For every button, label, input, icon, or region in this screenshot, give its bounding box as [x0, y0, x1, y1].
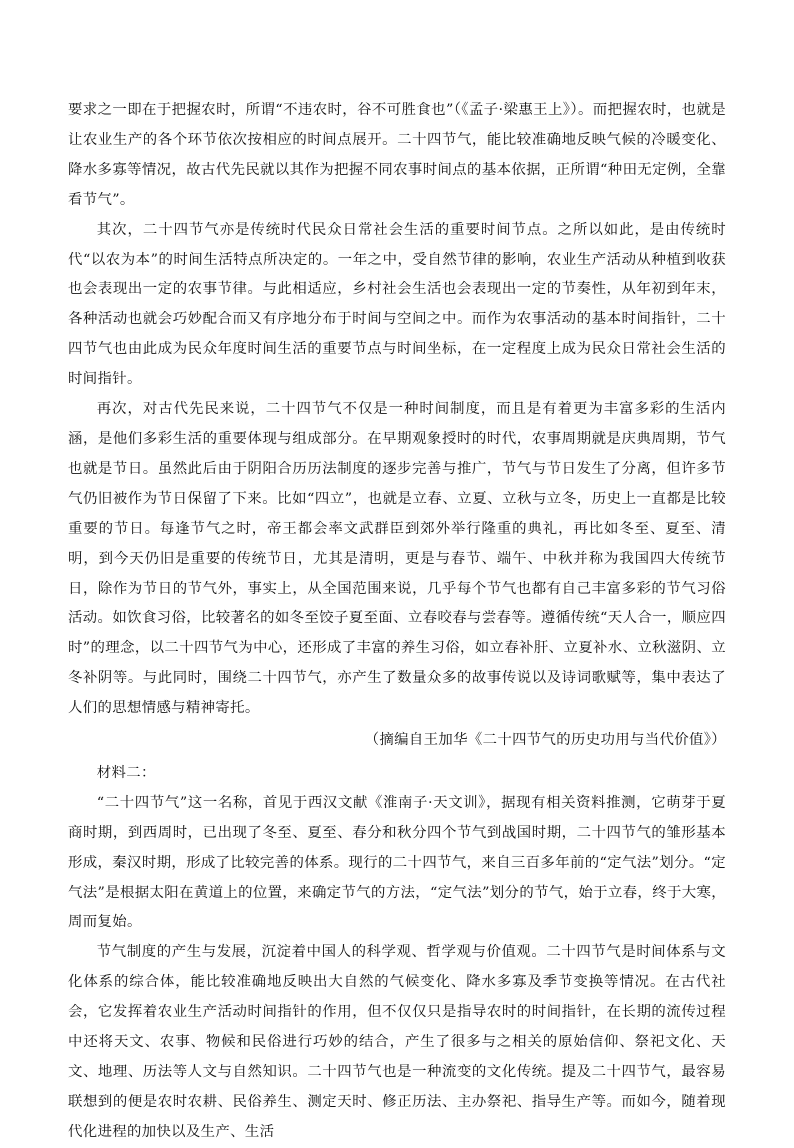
paragraph-1: 要求之一即在于把握农时，所谓“不违农时，谷不可胜食也”（《孟子·梁惠王上》）。而把握农时，也就是让农业生产的各个环节依次按相应的时间点展开。二十四节气，能比较准确地反映气候的冷暖变化、降水多寡等情况，故古代先民就以其作为把握不同农事时间点的基本依据，正所谓“种田无定例，全靠看节气”。	[68, 102, 726, 208]
source-note: （摘编自王加华《二十四节气的历史功用与当代价值》）	[364, 732, 726, 749]
paragraph-3: 再次，对古代先民来说，二十四节气不仅是一种时间制度，而且是有着更为丰富多彩的生活内涵，是他们多彩生活的重要体现与组成部分。在早期观象授时的时代，农事周期就是庆典周期，节气也就是节日。虽然此后由于阴阳合历历法制度的逐步完善与推广，节气与节日发生了分离，但许多节气仍旧被作为节日保留了下来。比如“四立”，也就是立春、立夏、立秋与立冬，历史上一直都是比较重要的节日。每逢节气之时，帝王都会率文武群臣到郊外举行隆重的典礼，再比如冬至、夏至、清明，到今天仍旧是重要的传统节日，尤其是清明，更是与春节、端午、中秋并称为我国四大传统节日，除作为节日的节气外，事实上，从全国范围来说，几乎每个节气也都有自己丰富多彩的节气习俗活动。如饮食习俗，比较著名的如冬至饺子夏至面、立春咬春与尝春等。遵循传统“天人合一，顺应四时”的理念，以二十四节气为中心，还形成了丰富的养生习俗，如立春补肝、立夏补水、立秋滋阴、立冬补阴等。与此同时，围绕二十四节气，亦产生了数量众多的故事传说以及诗词歌赋等，集中表达了人们的思想情感与精神寄托。	[68, 401, 726, 717]
paragraph-5: 节气制度的产生与发展，沉淀着中国人的科学观、哲学观与价值观。二十四节气是时间体系与文化体系的综合体，能比较准确地反映出大自然的气候变化、降水多寡及季节变换等情况。在古代社会，它发挥着农业生产活动时间指针的作用，但不仅仅只是指导农时的时间指针，在长期的流传过程中还将天文、农事、物候和民俗进行巧妙的结合，产生了很多与之相关的原始信仰、祭祀文化、天文、地理、历法等人文与自然知识。二十四节气也是一种流变的文化传统。提及二十四节气，最容易联想到的便是农时农耕、民俗养生、测定天时、修正历法、主办祭祀、指导生产等。而如今，随着现代化进程的加快以及生产、生活	[68, 944, 726, 1140]
paragraph-2: 其次，二十四节气亦是传统时代民众日常社会生活的重要时间节点。之所以如此，是由传统时代“以农为本”的时间生活特点所决定的。一年之中，受自然节律的影响，农业生产活动从种植到收获也会表现出一定的农事节律。与此相适应，乡村社会生活也会表现出一定的节奏性，从年初到年末，各种活动也就会巧妙配合而又有序地分布于时间与空间之中。而作为农事活动的基本时间指针，二十四节气也由此成为民众年度时间生活的重要节点与时间坐标，在一定程度上成为民众日常社会生活的时间指针。	[68, 221, 726, 388]
material-two-label: 材料二：	[96, 764, 156, 781]
paragraph-4: “二十四节气”这一名称，首见于西汉文献《淮南子·天文训》，据现有相关资料推测，它萌芽于夏商时期，到西周时，已出现了冬至、夏至、春分和秋分四个节气到战国时期，二十四节气的雏形基本形成，秦汉时期，形成了比较完善的体系。现行的二十四节气，来自三百多年前的“定气法”划分。“定气法”是根据太阳在黄道上的位置，来确定节气的方法，“定气法”划分的节气，始于立春，终于大寒，周而复始。	[68, 794, 726, 931]
document-body	[68, 96, 726, 1148]
